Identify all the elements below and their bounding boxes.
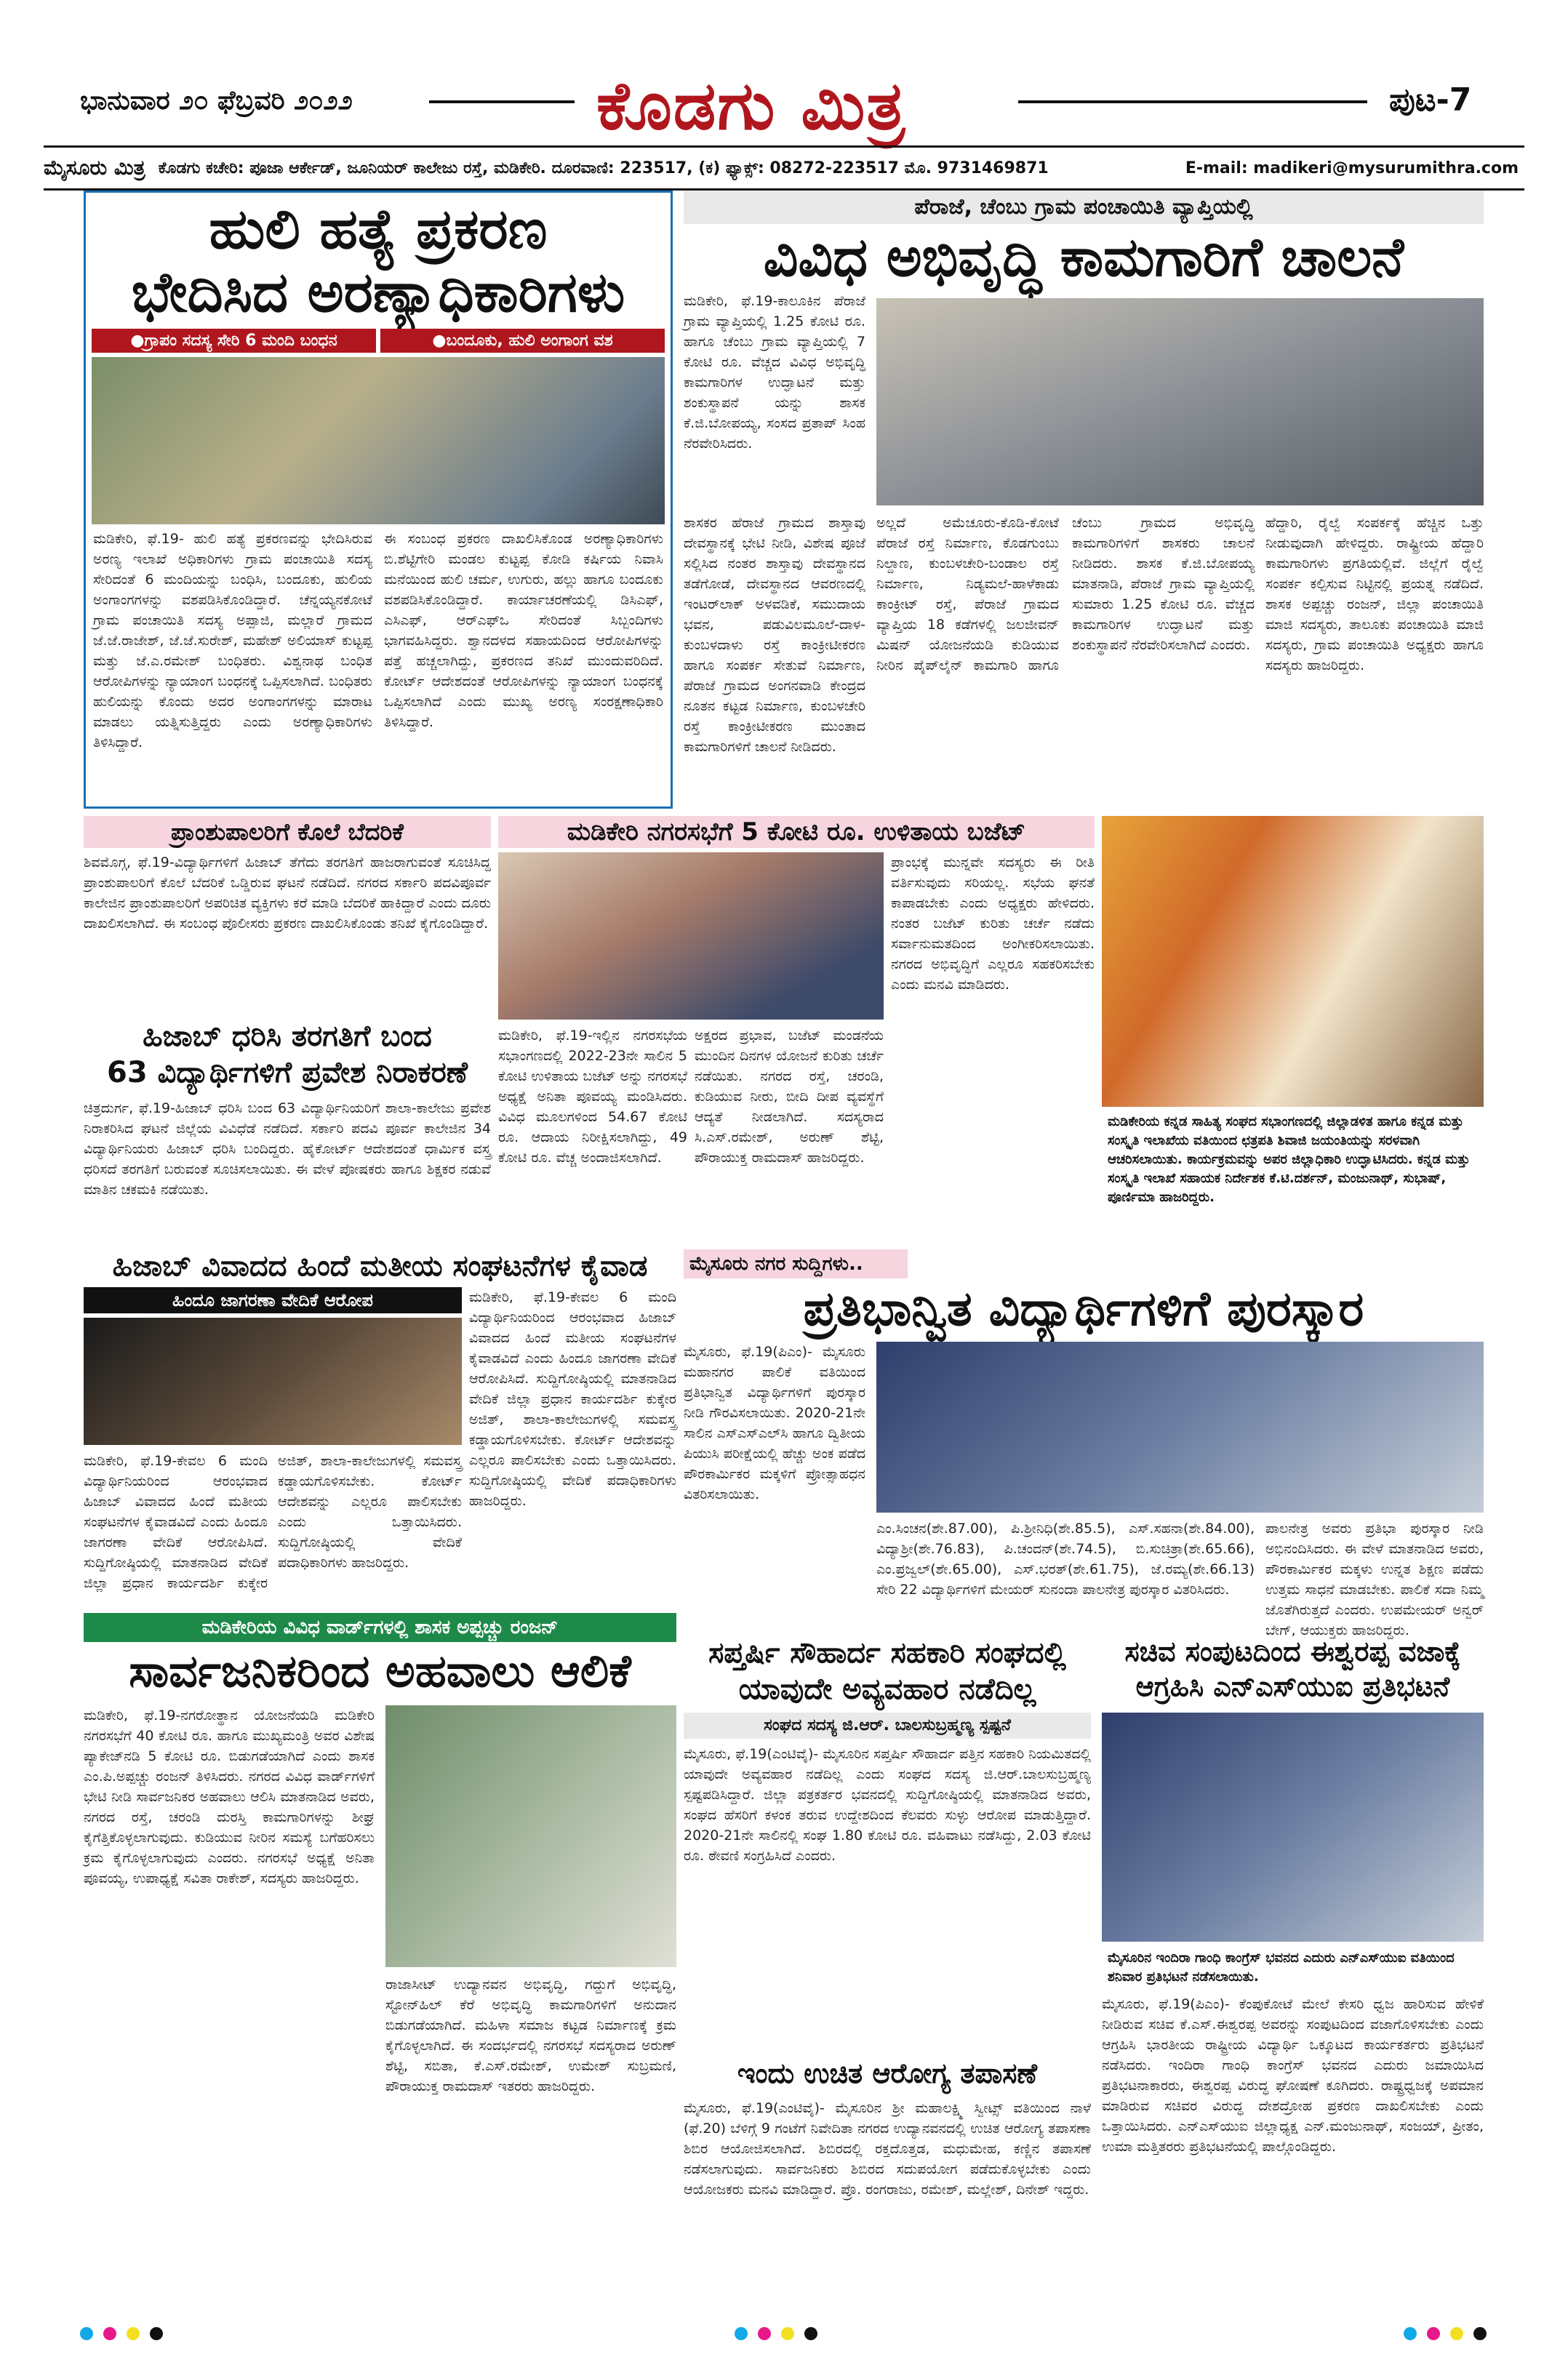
tiger-photo xyxy=(92,357,665,524)
budget-body-3: ಪ್ರಾಂಭಕ್ಕೆ ಮುನ್ನವೇ ಸದಸ್ಯರು ಈ ರೀತಿ ವರ್ತಿಸುವುದು ಸರಿಯಲ್ಲ. ಸಭೆಯ ಘನತೆ ಕಾಪಾಡಬೇಕು ಎಂದು ಅಧ್ಯಕ್ಷರು ಹೇಳಿದರು. ನಂತರ ಬಜೆಟ್ ಕುರಿತು ಚರ್ಚೆ ನಡೆದು ಸರ್ವಾನುಮತದಿಂದ ಅಂಗೀಕರಿಸಲಾಯಿತು. ನಗರದ ಅಭಿವೃದ್ಧಿಗೆ ಎಲ್ಲರೂ ಸಹಕರಿಸಬೇಕು ಎಂದು ಮನವಿ ಮಾಡಿದರು. xyxy=(891,854,1095,993)
tiger-body-1: ಮಡಿಕೇರಿ, ಫೆ.19- ಹುಲಿ ಹತ್ಯೆ ಪ್ರಕರಣವನ್ನು ಭೇದಿಸಿರುವ ಅರಣ್ಯ ಇಲಾಖೆ ಅಧಿಕಾರಿಗಳು ಗ್ರಾಮ ಪಂಚಾಯಿತಿ ಸದಸ್ಯ ಸೇರಿದಂತೆ 6 ಮಂದಿಯನ್ನು ಬಂಧಿಸಿ, ಬಂದೂಕು, ಹುಲಿಯ ಅಂಗಾಂಗಗಳನ್ನು ವಶಪಡಿಸಿಕೊಂಡಿದ್ದಾರೆ. ಚೆನ್ನಯ್ಯನಕೋಟೆ ಗ್ರಾಮ ಪಂಚಾಯಿತಿ ಸದಸ್ಯ ಅಪ್ಪಾಜಿ, ಮಲ್ಲಾರೆ ಗ್ರಾಮದ ಜೆ.ಜೆ.ರಾಜೇಶ್, ಜೆ.ಜೆ.ಸುರೇಶ್, ಮಹೇಶ್ ಅಲಿಯಾಸ್ ಕುಟ್ಟಪ್ಪ ಮತ್ತು ಜೆ.ಎ.ರಮೇಶ್ ಬಂಧಿತರು. ವಿಶ್ವನಾಥ ಬಂಧಿತ ಆರೋಪಿಗಳನ್ನು ನ್ಯಾಯಾಂಗ ಬಂಧನಕ್ಕೆ ಒಪ್ಪಿಸಲಾಗಿದೆ. ಬಂಧಿತರು ಹುಲಿಯನ್ನು ಕೊಂದು ಅದರ ಅಂಗಾಂಗಗಳನ್ನು ಮಾರಾಟ ಮಾಡಲು ಯತ್ನಿಸುತ್ತಿದ್ದರು ಎಂದು ಅರಣ್ಯಾಧಿಕಾರಿಗಳು ತಿಳಿಸಿದ್ದಾರೆ. xyxy=(93,530,372,750)
registration-dot-cyan xyxy=(1404,2327,1417,2340)
info-bar xyxy=(44,145,1524,191)
mysuru-body-1: ಮೈಸೂರು, ಫೆ.19(ಪಿಎಂ)- ಮೈಸೂರು ಮಹಾನಗರ ಪಾಲಿಕೆ ವತಿಯಿಂದ ಪ್ರತಿಭಾನ್ವಿತ ವಿದ್ಯಾರ್ಥಿಗಳಿಗೆ ಪುರಸ್ಕಾರ ನೀಡಿ ಗೌರವಿಸಲಾಯಿತು. 2020-21ನೇ ಸಾಲಿನ ಎಸ್‌ಎಸ್‌ಎಲ್‌ಸಿ ಹಾಗೂ ದ್ವಿತೀಯ ಪಿಯುಸಿ ಪರೀಕ್ಷೆಯಲ್ಲಿ ಹೆಚ್ಚು ಅಂಕ ಪಡೆದ ಪೌರಕಾರ್ಮಿಕರ ಮಕ್ಕಳಿಗೆ ಪ್ರೋತ್ಸಾಹಧನ ವಿತರಿಸಲಾಯಿತು. xyxy=(684,1344,865,1502)
development-body-far: ಹೆದ್ದಾರಿ, ರೈಲ್ವೆ ಸಂಪರ್ಕಕ್ಕೆ ಹೆಚ್ಚಿನ ಒತ್ತು ನೀಡುವುದಾಗಿ ಹೇಳಿದ್ದರು. ರಾಷ್ಟ್ರೀಯ ಹೆದ್ದಾರಿ ಕಾಮಗಾರಿಗಳು ಪ್ರಗತಿಯಲ್ಲಿವೆ. ಜಿಲ್ಲೆಗೆ ರೈಲ್ವೆ ಸಂಪರ್ಕ ಕಲ್ಪಿಸುವ ನಿಟ್ಟಿನಲ್ಲಿ ಪ್ರಯತ್ನ ನಡೆದಿದೆ. ಶಾಸಕ ಅಪ್ಪಚ್ಚು ರಂಜನ್, ಜಿಲ್ಲಾ ಪಂಚಾಯಿತಿ ಮಾಜಿ ಸದಸ್ಯರು, ತಾಲೂಕು ಪಂಚಾಯಿತಿ ಮಾಜಿ ಸದಸ್ಯರು, ಗ್ರಾಮ ಪಂಚಾಯಿತಿ ಅಧ್ಯಕ್ಷರು ಹಾಗೂ ಸದಸ್ಯರು ಹಾಜರಿದ್ದರು. xyxy=(1265,515,1484,673)
tiger-body-2: ಈ ಸಂಬಂಧ ಪ್ರಕರಣ ದಾಖಲಿಸಿಕೊಂಡ ಅರಣ್ಯಾಧಿಕಾರಿಗಳು ಬಿ.ಶೆಟ್ಟಿಗೇರಿ ಮಂಡಲ ಕುಟ್ಟಪ್ಪ ಕೋಡಿ ಕರ್ಷಿಯ ನಿವಾಸಿ ಮನೆಯಿಂದ ಹುಲಿ ಚರ್ಮ, ಉಗುರು, ಹಲ್ಲು ಹಾಗೂ ಬಂದೂಕು ವಶಪಡಿಸಿಕೊಂಡಿದ್ದಾರೆ. ಕಾರ್ಯಾಚರಣೆಯಲ್ಲಿ ಡಿಸಿಎಫ್, ಎಸಿಎಫ್, ಆರ್‌ಎಫ್‌ಒ ಸೇರಿದಂತೆ ಸಿಬ್ಬಂದಿಗಳು ಭಾಗವಹಿಸಿದ್ದರು. ಶ್ವಾನದಳದ ಸಹಾಯದಿಂದ ಆರೋಪಿಗಳನ್ನು ಪತ್ತೆ ಹಚ್ಚಲಾಗಿದ್ದು, ಪ್ರಕರಣದ ತನಿಖೆ ಮುಂದುವರಿದಿದೆ. ಕೋರ್ಟ್ ಆದೇಶದಂತೆ ಆರೋಪಿಗಳನ್ನು ನ್ಯಾಯಾಂಗ ಬಂಧನಕ್ಕೆ ಒಪ್ಪಿಸಲಾಗಿದೆ ಎಂದು ಮುಖ್ಯ ಅರಣ್ಯ ಸಂರಕ್ಷಣಾಧಿಕಾರಿ ತಿಳಿಸಿದ್ದಾರೆ. xyxy=(384,530,663,730)
budget-title: ಮಡಿಕೇರಿ ನಗರಸಭೆಗೆ 5 ಕೋಟಿ ರೂ. ಉಳಿತಾಯ ಬಜೆಟ್ xyxy=(498,816,1095,848)
registration-dot-yellow xyxy=(127,2327,140,2340)
principal-body: ಶಿವಮೊಗ್ಗ, ಫೆ.19-ವಿದ್ಯಾರ್ಥಿಗಳಿಗೆ ಹಿಜಾಬ್ ತೆಗೆದು ತರಗತಿಗೆ ಹಾಜರಾಗುವಂತೆ ಸೂಚಿಸಿದ್ದ ಪ್ರಾಂಶುಪಾಲರಿಗೆ ಕೊಲೆ ಬೆದರಿಕೆ ಒಡ್ಡಿರುವ ಘಟನೆ ನಡೆದಿದೆ. ನಗರದ ಸರ್ಕಾರಿ ಪದವಿಪೂರ್ವ ಕಾಲೇಜಿನ ಪ್ರಾಂಶುಪಾಲರಿಗೆ ಅಪರಿಚಿತ ವ್ಯಕ್ತಿಗಳು ಕರೆ ಮಾಡಿ ಬೆದರಿಕೆ ಹಾಕಿದ್ದಾರೆ ಎಂದು ದೂರು ದಾಖಲಿಸಲಾಗಿದೆ. ಈ ಸಂಬಂಧ ಪೊಲೀಸರು ಪ್ರಕರಣ ದಾಖಲಿಸಿಕೊಂಡು ತನಿಖೆ ಕೈಗೊಂಡಿದ್ದಾರೆ. xyxy=(84,854,491,932)
header-rule-left xyxy=(429,100,575,103)
hijab-org-body-side: ಮಡಿಕೇರಿ, ಫೆ.19-ಕೇವಲ 6 ಮಂದಿ ವಿದ್ಯಾರ್ಥಿನಿಯರಿಂದ ಆರಂಭವಾದ ಹಿಜಾಬ್ ವಿವಾದದ ಹಿಂದೆ ಮತೀಯ ಸಂಘಟನೆಗಳ ಕೈವಾಡವಿದೆ ಎಂದು ಹಿಂದೂ ಜಾಗರಣಾ ವೇದಿಕೆ ಆರೋಪಿಸಿದೆ. ಸುದ್ದಿಗೋಷ್ಠಿಯಲ್ಲಿ ಮಾತನಾಡಿದ ವೇದಿಕೆ ಜಿಲ್ಲಾ ಪ್ರಧಾನ ಕಾರ್ಯದರ್ಶಿ ಕುಕ್ಕೇರ ಅಜಿತ್, ಶಾಲಾ-ಕಾಲೇಜುಗಳಲ್ಲಿ ಸಮವಸ್ತ್ರ ಕಡ್ಡಾಯಗೊಳಿಸಬೇಕು. ಕೋರ್ಟ್ ಆದೇಶವನ್ನು ಎಲ್ಲರೂ ಪಾಲಿಸಬೇಕು ಎಂದು ಒತ್ತಾಯಿಸಿದರು. ಸುದ್ದಿಗೋಷ್ಠಿಯಲ್ಲಿ ವೇದಿಕೆ ಪದಾಧಿಕಾರಿಗಳು ಹಾಜರಿದ್ದರು. xyxy=(469,1289,676,1509)
cooperative-sub: ಸಂಘದ ಸದಸ್ಯ ಜಿ.ಆರ್. ಬಾಲಸುಬ್ರಹ್ಮಣ್ಯ ಸ್ಪಷ್ಟನೆ xyxy=(684,1713,1091,1739)
shivaji-photo xyxy=(1102,816,1484,1107)
registration-dot-magenta xyxy=(1427,2327,1440,2340)
nsui-body: ಮೈಸೂರು, ಫೆ.19(ಪಿಎಂ)- ಕೆಂಪುಕೋಟೆ ಮೇಲೆ ಕೇಸರಿ ಧ್ವಜ ಹಾರಿಸುವ ಹೇಳಿಕೆ ನೀಡಿರುವ ಸಚಿವ ಕೆ.ಎಸ್.ಈಶ್ವರಪ್ಪ ಅವರನ್ನು ಸಂಪುಟದಿಂದ ವಜಾಗೊಳಿಸಬೇಕು ಎಂದು ಆಗ್ರಹಿಸಿ ಭಾರತೀಯ ರಾಷ್ಟ್ರೀಯ ವಿದ್ಯಾರ್ಥಿ ಒಕ್ಕೂಟದ ಕಾರ್ಯಕರ್ತರು ಪ್ರತಿಭಟನೆ ನಡೆಸಿದರು. ಇಂದಿರಾ ಗಾಂಧಿ ಕಾಂಗ್ರೆಸ್ ಭವನದ ಎದುರು ಜಮಾಯಿಸಿದ ಪ್ರತಿಭಟನಾಕಾರರು, ಈಶ್ವರಪ್ಪ ವಿರುದ್ಧ ಘೋಷಣೆ ಕೂಗಿದರು. ರಾಷ್ಟ್ರಧ್ವಜಕ್ಕೆ ಅಪಮಾನ ಮಾಡಿರುವ ಸಚಿವರ ವಿರುದ್ಧ ದೇಶದ್ರೋಹ ಪ್ರಕರಣ ದಾಖಲಿಸಬೇಕು ಎಂದು ಒತ್ತಾಯಿಸಿದರು. ಎನ್‌ಎಸ್‌ಯುಐ ಜಿಲ್ಲಾಧ್ಯಕ್ಷ ಎನ್.ಮಂಜುನಾಥ್, ಸಂಜಯ್, ಪ್ರೀತಂ, ಉಮಾ ಮತ್ತಿತರರು ಪ್ರತಿಭಟನೆಯಲ್ಲಿ ಪಾಲ್ಗೊಂಡಿದ್ದರು. xyxy=(1102,1996,1484,2155)
registration-dot-yellow xyxy=(1450,2327,1463,2340)
hijab-org-photo xyxy=(84,1318,462,1445)
development-photo xyxy=(876,298,1484,505)
office-address: ಕೊಡಗು ಕಚೇರಿ: ಪೂಜಾ ಆರ್ಕೇಡ್, ಜೂನಿಯರ್ ಕಾಲೇಜು ರಸ್ತೆ, ಮಡಿಕೇರಿ. ದೂರವಾಣಿ: 223517, (ಕ) ಫ್ಯಾಕ್ಸ್: 08272-223517 ಮೊ. 9731469871 xyxy=(158,159,1049,177)
registration-dot-cyan xyxy=(80,2327,93,2340)
development-body-mid: ಶಾಸಕರ ಹೆರಾಜೆ ಗ್ರಾಮದ ಶಾಸ್ತಾವು ದೇವಸ್ಥಾನಕ್ಕೆ ಭೇಟಿ ನೀಡಿ, ವಿಶೇಷ ಪೂಜೆ ಸಲ್ಲಿಸಿದ ನಂತರ ಶಾಸ್ತಾವು ದೇವಸ್ಥಾನದ ತಡೆಗೋಡೆ, ದೇವಸ್ಥಾನದ ಆವರಣದಲ್ಲಿ ಇಂಟರ್‌ಲಾಕ್ ಅಳವಡಿಕೆ, ಸಮುದಾಯ ಭವನ, ಪಡುವಿಲಮೂಲೆ-ದಾಳ-ಕುಂಬಳದಾಳು ರಸ್ತೆ ಕಾಂಕ್ರೀಟೀಕರಣ ಹಾಗೂ ಸಂಪರ್ಕ ಸೇತುವೆ ನಿರ್ಮಾಣ, ಪೆರಾಜೆ ಗ್ರಾಮದ ಅಂಗನವಾಡಿ ಕೇಂದ್ರದ ನೂತನ ಕಟ್ಟಡ ನಿರ್ಮಾಣ, ಕುಂಬಳಚೇರಿ ರಸ್ತೆ ಕಾಂಕ್ರೀಟೀಕರಣ ಮುಂತಾದ ಕಾಮಗಾರಿಗಳಿಗೆ ಚಾಲನೆ ನೀಡಿದರು. xyxy=(684,515,865,755)
budget-photo xyxy=(498,852,884,1020)
registration-dot-magenta xyxy=(103,2327,116,2340)
development-body-top: ಮಡಿಕೇರಿ, ಫೆ.19-ಕಾಲೂಕಿನ ಪೆರಾಜೆ ಗ್ರಾಮ ವ್ಯಾಪ್ತಿಯಲ್ಲಿ 1.25 ಕೋಟಿ ರೂ. ಹಾಗೂ ಚೆಂಬು ಗ್ರಾಮ ವ್ಯಾಪ್ತಿಯಲ್ಲಿ 7 ಕೋಟಿ ರೂ. ವೆಚ್ಚದ ವಿವಿಧ ಅಭಿವೃದ್ಧಿ ಕಾಮಗಾರಿಗಳ ಉದ್ಘಾಟನೆ ಮತ್ತು ಶಂಕುಸ್ಥಾಪನೆ ಯನ್ನು ಶಾಸಕ ಕೆ.ಜಿ.ಬೋಪಯ್ಯ, ಸಂಸದ ಪ್ರತಾಪ್ ಸಿಂಹ ನೆರವೇರಿಸಿದರು. xyxy=(684,293,865,452)
registration-dot-yellow xyxy=(781,2327,794,2340)
hijab-org-banner: ಹಿಂದೂ ಜಾಗರಣಾ ವೇದಿಕೆ ಆರೋಪ xyxy=(84,1287,462,1313)
header-rule-right xyxy=(1018,100,1367,103)
registration-dot-cyan xyxy=(735,2327,748,2340)
hijab-entry-body: ಚಿತ್ರದುರ್ಗ, ಫೆ.19-ಹಿಜಾಬ್ ಧರಿಸಿ ಬಂದ 63 ವಿದ್ಯಾರ್ಥಿನಿಯರಿಗೆ ಶಾಲಾ-ಕಾಲೇಜು ಪ್ರವೇಶ ನಿರಾಕರಿಸಿದ ಘಟನೆ ಜಿಲ್ಲೆಯ ವಿವಿಧೆಡೆ ನಡೆದಿದೆ. ಸರ್ಕಾರಿ ಪದವಿ ಪೂರ್ವ ಕಾಲೇಜಿನ 34 ವಿದ್ಯಾರ್ಥಿನಿಯರು ಹಿಜಾಬ್ ಧರಿಸಿ ಬಂದಿದ್ದರು. ಹೈಕೋರ್ಟ್ ಆದೇಶದಂತೆ ಧಾರ್ಮಿಕ ವಸ್ತ್ರ ಧರಿಸದೆ ತರಗತಿಗೆ ಬರುವಂತೆ ಸೂಚಿಸಲಾಯಿತು. ಈ ವೇಳೆ ಪೋಷಕರು ಹಾಗೂ ಶಿಕ್ಷಕರ ನಡುವೆ ಮಾತಿನ ಚಕಮಕಿ ನಡೆಯಿತು. xyxy=(84,1100,491,1198)
mysuru-photo xyxy=(876,1342,1484,1513)
tiger-kickers xyxy=(92,329,665,353)
hijab-org-body: ಮಡಿಕೇರಿ, ಫೆ.19-ಕೇವಲ 6 ಮಂದಿ ವಿದ್ಯಾರ್ಥಿನಿಯರಿಂದ ಆರಂಭವಾದ ಹಿಜಾಬ್ ವಿವಾದದ ಹಿಂದೆ ಮತೀಯ ಸಂಘಟನೆಗಳ ಕೈವಾಡವಿದೆ ಎಂದು ಹಿಂದೂ ಜಾಗರಣಾ ವೇದಿಕೆ ಆರೋಪಿಸಿದೆ. ಸುದ್ದಿಗೋಷ್ಠಿಯಲ್ಲಿ ಮಾತನಾಡಿದ ವೇದಿಕೆ ಜಿಲ್ಲಾ ಪ್ರಧಾನ ಕಾರ್ಯದರ್ಶಿ ಕುಕ್ಕೇರ ಅಜಿತ್, ಶಾಲಾ-ಕಾಲೇಜುಗಳಲ್ಲಿ ಸಮವಸ್ತ್ರ ಕಡ್ಡಾಯಗೊಳಿಸಬೇಕು. ಕೋರ್ಟ್ ಆದೇಶವನ್ನು ಎಲ್ಲರೂ ಪಾಲಿಸಬೇಕು ಎಂದು ಒತ್ತಾಯಿಸಿದರು. ಸುದ್ದಿಗೋಷ್ಠಿಯಲ್ಲಿ ವೇದಿಕೆ ಪದಾಧಿಕಾರಿಗಳು ಹಾಜರಿದ್ದರು. xyxy=(84,1453,462,1591)
health-body: ಮೈಸೂರು, ಫೆ.19(ಎಂಟಿವೈ)- ಮೈಸೂರಿನ ಶ್ರೀ ಮಹಾಲಕ್ಷ್ಮಿ ಸ್ವೀಟ್ಸ್ ವತಿಯಿಂದ ನಾಳೆ (ಫೆ.20) ಬೆಳಿಗ್ಗೆ 9 ಗಂಟೆಗೆ ನಿವೇದಿತಾ ನಗರದ ಉದ್ಯಾನವನದಲ್ಲಿ ಉಚಿತ ಆರೋಗ್ಯ ತಪಾಸಣಾ ಶಿಬಿರ ಆಯೋಜಿಸಲಾಗಿದೆ. ಶಿಬಿರದಲ್ಲಿ ರಕ್ತದೊತ್ತಡ, ಮಧುಮೇಹ, ಕಣ್ಣಿನ ತಪಾಸಣೆ ನಡೆಸಲಾಗುವುದು. ಸಾರ್ವಜನಿಕರು ಶಿಬಿರದ ಸದುಪಯೋಗ ಪಡೆದುಕೊಳ್ಳಬೇಕು ಎಂದು ಆಯೋಜಕರು ಮನವಿ ಮಾಡಿದ್ದಾರೆ. ಪ್ರೊ. ರಂಗರಾಜು, ರಮೇಶ್, ಮಲ್ಲೇಶ್, ದಿನೇಶ್ ಇದ್ದರು. xyxy=(684,2100,1091,2198)
tiger-title-1: ಹುಲಿ ಹತ್ಯೆ ಪ್ರಕರಣ xyxy=(209,196,548,261)
budget-body-1: ಮಡಿಕೇರಿ, ಫೆ.19-ಇಲ್ಲಿನ ನಗರಸಭೆಯ ಸಭಾಂಗಣದಲ್ಲಿ 2022-23ನೇ ಸಾಲಿನ 5 ಕೋಟಿ ಉಳಿತಾಯ ಬಜೆಟ್ ಅನ್ನು ನಗರಸಭೆ ಅಧ್ಯಕ್ಷೆ ಅನಿತಾ ಪೂವಯ್ಯ ಮಂಡಿಸಿದರು. ವಿವಿಧ ಮೂಲಗಳಿಂದ 54.67 ಕೋಟಿ ರೂ. ಆದಾಯ ನಿರೀಕ್ಷಿಸಲಾಗಿದ್ದು, 49 ಕೋಟಿ ರೂ. ವೆಚ್ಚ ಅಂದಾಜಿಸಲಾಗಿದೆ. xyxy=(498,1028,687,1166)
grievance-title: ಸಾರ್ವಜನಿಕರಿಂದ ಅಹವಾಲು ಆಲಿಕೆ xyxy=(129,1644,631,1697)
grievance-photo xyxy=(385,1705,676,1967)
hijab-org-title: ಹಿಜಾಬ್ ವಿವಾದದ ಹಿಂದೆ ಮತೀಯ ಸಂಘಟನೆಗಳ ಕೈವಾಡ xyxy=(112,1249,648,1283)
tiger-kicker-1: ●ಗ್ರಾಪಂ ಸದಸ್ಯ ಸೇರಿ 6 ಮಂದಿ ಬಂಧನ xyxy=(92,329,376,353)
cooperative-body: ಮೈಸೂರು, ಫೆ.19(ಎಂಟಿವೈ)- ಮೈಸೂರಿನ ಸಪ್ತರ್ಷಿ ಸೌಹಾರ್ದ ಪತ್ತಿನ ಸಹಕಾರಿ ನಿಯಮಿತದಲ್ಲಿ ಯಾವುದೇ ಅವ್ಯವಹಾರ ನಡೆದಿಲ್ಲ ಎಂದು ಸಂಘದ ಸದಸ್ಯ ಜಿ.ಆರ್.ಬಾಲಸುಬ್ರಹ್ಮಣ್ಯ ಸ್ಪಷ್ಟಪಡಿಸಿದ್ದಾರೆ. ಜಿಲ್ಲಾ ಪತ್ರಕರ್ತರ ಭವನದಲ್ಲಿ ಸುದ್ದಿಗೋಷ್ಠಿಯಲ್ಲಿ ಮಾತನಾಡಿದ ಅವರು, ಸಂಘದ ಹೆಸರಿಗೆ ಕಳಂಕ ತರುವ ಉದ್ದೇಶದಿಂದ ಕೆಲವರು ಸುಳ್ಳು ಆರೋಪ ಮಾಡುತ್ತಿದ್ದಾರೆ. 2020-21ನೇ ಸಾಲಿನಲ್ಲಿ ಸಂಘ 1.80 ಕೋಟಿ ರೂ. ವಹಿವಾಟು ನಡೆಸಿದ್ದು, 2.03 ಕೋಟಿ ರೂ. ಠೇವಣಿ ಸಂಗ್ರಹಿಸಿದೆ ಎಂದರು. xyxy=(684,1746,1091,1864)
email-address: E-mail: madikeri@mysurumithra.com xyxy=(1185,159,1519,177)
development-kicker: ಪೆರಾಜೆ, ಚೆಂಬು ಗ್ರಾಮ ಪಂಚಾಯಿತಿ ವ್ಯಾಪ್ತಿಯಲ್ಲಿ xyxy=(684,191,1484,224)
cooperative-title-2: ಯಾವುದೇ ಅವ್ಯವಹಾರ ನಡೆದಿಲ್ಲ xyxy=(738,1673,1036,1706)
issue-date: ಭಾನುವಾರ ೨೦ ಫೆಬ್ರವರಿ ೨೦೨೨ xyxy=(80,86,353,116)
registration-marks-center xyxy=(735,2327,817,2340)
nsui-title-1: ಸಚಿವ ಸಂಪುಟದಿಂದ ಈಶ್ವರಪ್ಪ ವಜಾಕ್ಕೆ xyxy=(1124,1636,1461,1668)
registration-marks-right xyxy=(1404,2327,1487,2340)
registration-dot-magenta xyxy=(758,2327,771,2340)
mysuru-body-2: ಎಂ.ಸಿಂಚನ(ಶೇ.87.00), ಪಿ.ಶ್ರೀನಿಧಿ(ಶೇ.85.5), ಎಸ್.ಸಹನಾ(ಶೇ.84.00), ವಿದ್ಯಾಶ್ರೀ(ಶೇ.76.83), ಪಿ.ಚಂದನ್(ಶೇ.74.5), ಬಿ.ಸುಚಿತ್ರಾ(ಶೇ.65.66), ಎಂ.ಪ್ರಜ್ವಲ್(ಶೇ.65.00), ಎಸ್.ಭರತ್(ಶೇ.61.75), ಜೆ.ರಮ್ಯ(ಶೇ.66.13) ಸೇರಿ 22 ವಿದ್ಯಾರ್ಥಿಗಳಿಗೆ ಮೇಯರ್ ಸುನಂದಾ ಪಾಲನೇತ್ರ ಪುರಸ್ಕಾರ ವಿತರಿಸಿದರು. xyxy=(876,1521,1255,1598)
tiger-story-box xyxy=(84,191,673,809)
mysuru-title: ಪ್ರತಿಭಾನ್ವಿತ ವಿದ್ಯಾರ್ಥಿಗಳಿಗೆ ಪುರಸ್ಕಾರ xyxy=(803,1281,1364,1337)
development-body-right: ಅಲ್ಲದೆ ಅಮೆಚೂರು-ಕೊಡಿ-ಕೋಟೆ ಪೆರಾಜೆ ರಸ್ತೆ ನಿರ್ಮಾಣ, ಕೊಡಗುಂಬು ನಿಲ್ದಾಣ, ಕುಂಬಳಚೇರಿ-ಬಂಡಾಲ ರಸ್ತೆ ನಿರ್ಮಾಣ, ನಿಡ್ಯಮಲೆ-ಹಾಳೆಕಾಡು ಕಾಂಕ್ರೀಟ್ ರಸ್ತೆ, ಪೆರಾಜೆ ಗ್ರಾಮದ ವ್ಯಾಪ್ತಿಯ 18 ಕಡೆಗಳಲ್ಲಿ ಜಲಜೀವನ್ ಮಿಷನ್ ಯೋಜನೆಯಡಿ ಕುಡಿಯುವ ನೀರಿನ ಪೈಪ್‌ಲೈನ್ ಕಾಮಗಾರಿ ಹಾಗೂ ಚೆಂಬು ಗ್ರಾಮದ ಅಭಿವೃದ್ಧಿ ಕಾಮಗಾರಿಗಳಿಗೆ ಶಾಸಕರು ಚಾಲನೆ ನೀಡಿದರು. ಶಾಸಕ ಕೆ.ಜಿ.ಬೋಪಯ್ಯ ಮಾತನಾಡಿ, ಪೆರಾಜೆ ಗ್ರಾಮ ವ್ಯಾಪ್ತಿಯಲ್ಲಿ ಸುಮಾರು 1.25 ಕೋಟಿ ರೂ. ವೆಚ್ಚದ ಕಾಮಗಾರಿಗಳ ಉದ್ಘಾಟನೆ ಮತ್ತು ಶಂಕುಸ್ಥಾಪನೆ ನೆರವೇರಿಸಲಾಗಿದೆ ಎಂದರು. xyxy=(876,515,1255,673)
registration-marks-left xyxy=(80,2327,163,2340)
grievance-kicker: ಮಡಿಕೇರಿಯ ವಿವಿಧ ವಾರ್ಡ್‌ಗಳಲ್ಲಿ ಶಾಸಕ ಅಪ್ಪಚ್ಚು ರಂಜನ್ xyxy=(84,1613,676,1642)
nsui-caption: ಮೈಸೂರಿನ ಇಂದಿರಾ ಗಾಂಧಿ ಕಾಂಗ್ರೆಸ್ ಭವನದ ಎದುರು ಎನ್‌ಎಸ್‌ಯುಐ ವತಿಯಿಂದ ಶನಿವಾರ ಪ್ರತಿಭಟನೆ ನಡೆಸಲಾಯಿತು. xyxy=(1108,1950,1455,1985)
principal-title: ಪ್ರಾಂಶುಪಾಲರಿಗೆ ಕೊಲೆ ಬೆದರಿಕೆ xyxy=(84,816,491,848)
hijab-entry-title-2: 63 ವಿದ್ಯಾರ್ಥಿಗಳಿಗೆ ಪ್ರವೇಶ ನಿರಾಕರಣೆ xyxy=(107,1056,468,1089)
registration-dot-black xyxy=(150,2327,163,2340)
tiger-title-2: ಭೇದಿಸಿದ ಅರಣ್ಯಾಧಿಕಾರಿಗಳು xyxy=(131,260,625,325)
brand-name: ಮೈಸೂರು ಮಿತ್ರ xyxy=(44,156,145,180)
budget-body-2: ಅಕ್ಷರದ ಪ್ರಭಾವ, ಬಜೆಟ್ ಮಂಡನೆಯ ಮುಂದಿನ ದಿನಗಳ ಯೋಜನೆ ಕುರಿತು ಚರ್ಚೆ ನಡೆಯಿತು. ನಗರದ ರಸ್ತೆ, ಚರಂಡಿ, ಕುಡಿಯುವ ನೀರು, ಬೀದಿ ದೀಪ ವ್ಯವಸ್ಥೆಗೆ ಆದ್ಯತೆ ನೀಡಲಾಗಿದೆ. ಸದಸ್ಯರಾದ ಸಿ.ಎಸ್.ರಮೇಶ್, ಅರುಣ್ ಶೆಟ್ಟಿ, ಪೌರಾಯುಕ್ತ ರಾಮದಾಸ್ ಹಾಜರಿದ್ದರು. xyxy=(695,1028,884,1166)
grievance-body-2: ರಾಜಾಸೀಟ್ ಉದ್ಯಾನವನ ಅಭಿವೃದ್ಧಿ, ಗದ್ದುಗೆ ಅಭಿವೃದ್ಧಿ, ಸ್ಟೋನ್‌ಹಿಲ್ ಕೆರೆ ಅಭಿವೃದ್ಧಿ ಕಾಮಗಾರಿಗಳಿಗೆ ಅನುದಾನ ಬಿಡುಗಡೆಯಾಗಿದೆ. ಮಹಿಳಾ ಸಮಾಜ ಕಟ್ಟಡ ನಿರ್ಮಾಣಕ್ಕೆ ಕ್ರಮ ಕೈಗೊಳ್ಳಲಾಗಿದೆ. ಈ ಸಂದರ್ಭದಲ್ಲಿ ನಗರಸಭೆ ಸದಸ್ಯರಾದ ಅರುಣ್ ಶೆಟ್ಟಿ, ಸಬಿತಾ, ಕೆ.ಎಸ್.ರಮೇಶ್, ಉಮೇಶ್ ಸುಬ್ರಮಣಿ, ಪೌರಾಯುಕ್ತ ರಾಮದಾಸ್ ಇತರರು ಹಾಜರಿದ್ದರು. xyxy=(385,1977,676,2094)
nsui-photo xyxy=(1102,1713,1484,1942)
health-title: ಇಂದು ಉಚಿತ ಆರೋಗ್ಯ ತಪಾಸಣೆ xyxy=(737,2057,1038,2089)
registration-dot-black xyxy=(804,2327,817,2340)
hijab-entry-title-1: ಹಿಜಾಬ್ ಧರಿಸಿ ತರಗತಿಗೆ ಬಂದ xyxy=(143,1020,432,1053)
nsui-title-2: ಆಗ್ರಹಿಸಿ ಎನ್‌ಎಸ್‌ಯುಐ ಪ್ರತಿಭಟನೆ xyxy=(1135,1670,1450,1702)
registration-dot-black xyxy=(1473,2327,1487,2340)
masthead: ಕೊಡಗು ಮಿತ್ರ xyxy=(596,67,907,145)
mysuru-body-3: ಪಾಲನೇತ್ರ ಅವರು ಪ್ರತಿಭಾ ಪುರಸ್ಕಾರ ನೀಡಿ ಅಭಿನಂದಿಸಿದರು. ಈ ವೇಳೆ ಮಾತನಾಡಿದ ಅವರು, ಪೌರಕಾರ್ಮಿಕರ ಮಕ್ಕಳು ಉನ್ನತ ಶಿಕ್ಷಣ ಪಡೆದು ಉತ್ತಮ ಸಾಧನೆ ಮಾಡಬೇಕು. ಪಾಲಿಕೆ ಸದಾ ನಿಮ್ಮ ಜೊತೆಗಿರುತ್ತದೆ ಎಂದರು. ಉಪಮೇಯರ್ ಅನ್ವರ್ ಬೇಗ್, ಆಯುಕ್ತರು ಹಾಜರಿದ್ದರು. xyxy=(1265,1521,1484,1638)
cooperative-title-1: ಸಪ್ತರ್ಷಿ ಸೌಹಾರ್ದ ಸಹಕಾರಿ ಸಂಘದಲ್ಲಿ xyxy=(708,1636,1066,1670)
grievance-body-1: ಮಡಿಕೇರಿ, ಫೆ.19-ನಗರೋತ್ಥಾನ ಯೋಜನೆಯಡಿ ಮಡಿಕೇರಿ ನಗರಸಭೆಗೆ 40 ಕೋಟಿ ರೂ. ಹಾಗೂ ಮುಖ್ಯಮಂತ್ರಿ ಅವರ ವಿಶೇಷ ಪ್ಯಾಕೇಜ್‌ನಡಿ 5 ಕೋಟಿ ರೂ. ಬಿಡುಗಡೆಯಾಗಿದೆ ಎಂದು ಶಾಸಕ ಎಂ.ಪಿ.ಅಪ್ಪಚ್ಚು ರಂಜನ್ ತಿಳಿಸಿದರು. ನಗರದ ವಿವಿಧ ವಾರ್ಡ್‌ಗಳಿಗೆ ಭೇಟಿ ನೀಡಿ ಸಾರ್ವಜನಿಕರ ಅಹವಾಲು ಆಲಿಸಿ ಮಾತನಾಡಿದ ಅವರು, ನಗರದ ರಸ್ತೆ, ಚರಂಡಿ ದುರಸ್ತಿ ಕಾಮಗಾರಿಗಳನ್ನು ಶೀಘ್ರ ಕೈಗೆತ್ತಿಕೊಳ್ಳಲಾಗುವುದು. ಕುಡಿಯುವ ನೀರಿನ ಸಮಸ್ಯೆ ಬಗೆಹರಿಸಲು ಕ್ರಮ ಕೈಗೊಳ್ಳಲಾಗುವುದು ಎಂದರು. ನಗರಸಭೆ ಅಧ್ಯಕ್ಷೆ ಅನಿತಾ ಪೂವಯ್ಯ, ಉಪಾಧ್ಯಕ್ಷೆ ಸವಿತಾ ರಾಕೇಶ್, ಸದಸ್ಯರು ಹಾಜರಿದ್ದರು. xyxy=(84,1708,375,1886)
development-title: ವಿವಿಧ ಅಭಿವೃದ್ಧಿ ಕಾಮಗಾರಿಗೆ ಚಾಲನೆ xyxy=(763,226,1404,289)
mysuru-strip: ಮೈಸೂರು ನಗರ ಸುದ್ದಿಗಳು.. xyxy=(684,1249,908,1278)
page-number: ಪುಟ-7 xyxy=(1389,81,1472,119)
shivaji-caption: ಮಡಿಕೇರಿಯ ಕನ್ನಡ ಸಾಹಿತ್ಯ ಸಂಘದ ಸಭಾಂಗಣದಲ್ಲಿ ಜಿಲ್ಲಾಡಳಿತ ಹಾಗೂ ಕನ್ನಡ ಮತ್ತು ಸಂಸ್ಕೃತಿ ಇಲಾಖೆಯ ವತಿಯಿಂದ ಛತ್ರಪತಿ ಶಿವಾಜಿ ಜಯಂತಿಯನ್ನು ಸರಳವಾಗಿ ಆಚರಿಸಲಾಯಿತು. ಕಾರ್ಯಕ್ರಮವನ್ನು ಅಪರ ಜಿಲ್ಲಾಧಿಕಾರಿ ಉದ್ಘಾಟಿಸಿದರು. ಕನ್ನಡ ಮತ್ತು ಸಂಸ್ಕೃತಿ ಇಲಾಖೆ ಸಹಾಯಕ ನಿರ್ದೇಶಕ ಕೆ.ಟಿ.ದರ್ಶನ್, ಮಂಜುನಾಥ್, ಸುಭಾಷ್, ಪೂರ್ಣಿಮಾ ಹಾಜರಿದ್ದರು. xyxy=(1108,1114,1471,1205)
tiger-kicker-2: ●ಬಂದೂಕು, ಹುಲಿ ಅಂಗಾಂಗ ವಶ xyxy=(380,329,665,353)
